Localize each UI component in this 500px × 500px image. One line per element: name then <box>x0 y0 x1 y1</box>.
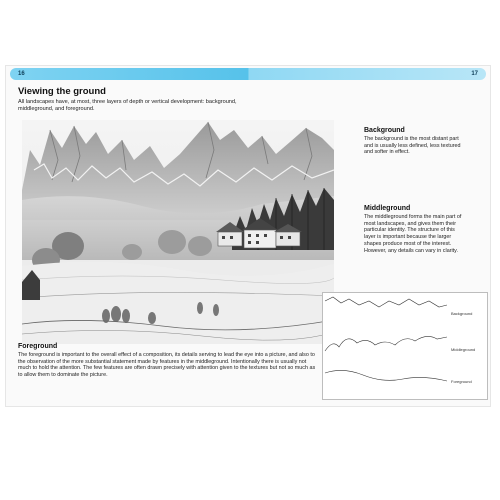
foreground-line <box>325 370 447 381</box>
layer-diagram <box>322 292 488 400</box>
foreground-callout <box>18 344 318 379</box>
background-line <box>325 297 447 307</box>
background-callout <box>364 128 464 156</box>
middleground-line <box>325 336 447 351</box>
background-heading: Background <box>364 127 405 134</box>
middleground-heading: Middleground <box>364 205 411 212</box>
diagram-label-background: Background <box>451 311 473 316</box>
meadow <box>22 262 334 344</box>
right-page-number: 17 <box>471 71 478 77</box>
foreground-heading: Foreground <box>18 343 58 350</box>
middleground-text: The middleground forms the main part of most landscapes, and gives them their particular identity. The structure of this layer is important because the larger shapes produce most of the interest. However, any details can vary in clarity. <box>364 213 462 254</box>
intro-text: All landscapes have, at most, three layers of depth or vertical development: background, middleground, and foreground. <box>18 99 237 112</box>
diagram-label-foreground: Foreground <box>451 379 472 384</box>
middleground-callout <box>364 206 466 255</box>
diagram-label-middleground: Middleground <box>451 347 476 352</box>
page-title: Viewing the ground <box>18 86 106 97</box>
landscape-illustration <box>22 120 334 344</box>
foreground-text: The foreground is important to the overall effect of a composition, its details serving to lead the eye into a picture, and also to the observation of the more substantial statement made by features in the middleground. Intentionally there is usually not much to hold the attention. The few features are often drawn precisely with attention given to the textures but not so much as to allow them to dominate the picture. <box>18 351 316 379</box>
page-header-bar <box>10 68 486 80</box>
background-text: The background is the most distant part and is usually less defined, less textured and softer in effect. <box>364 135 461 156</box>
left-page-number: 16 <box>18 71 25 77</box>
